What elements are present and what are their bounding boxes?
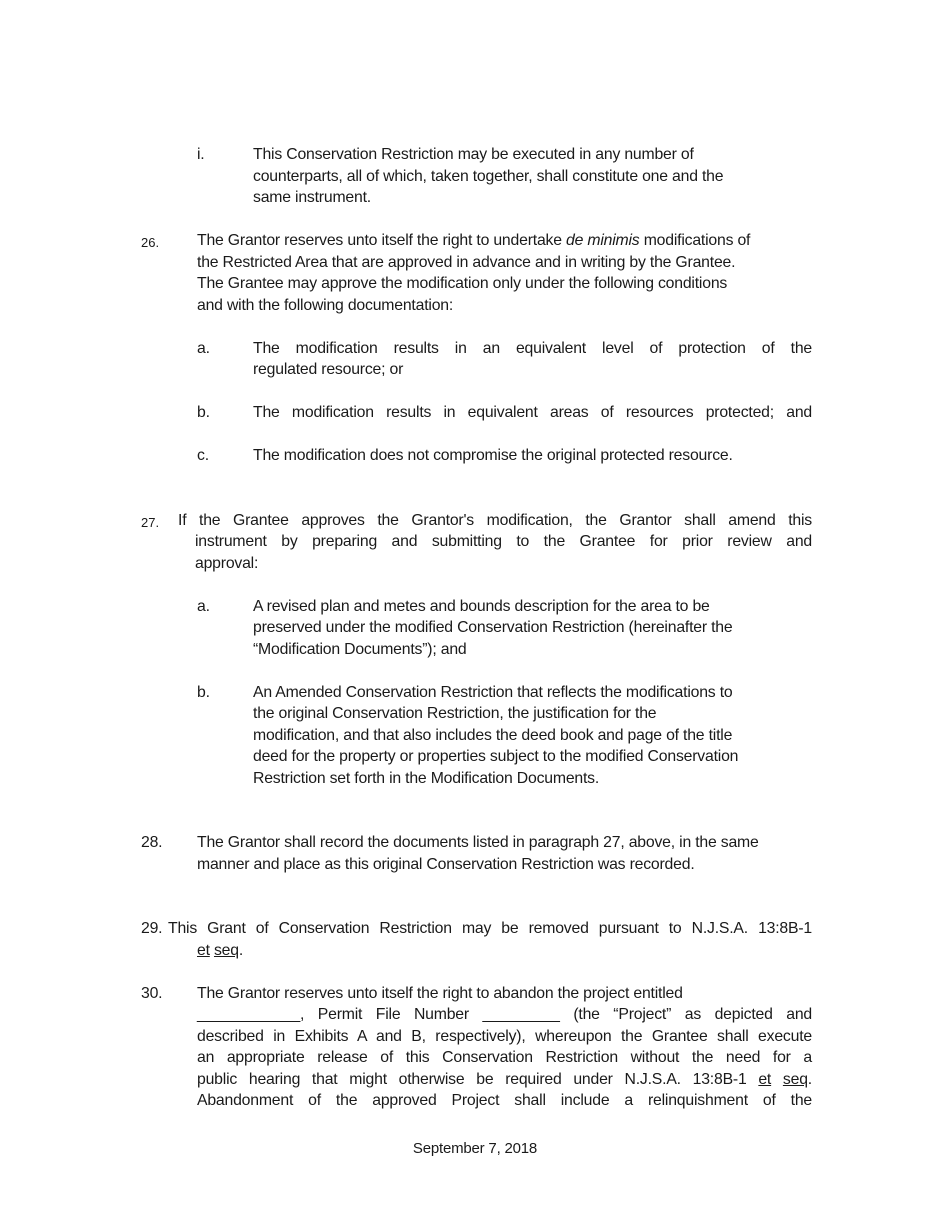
paragraph-27 [141,510,812,575]
text-line [253,703,812,725]
text-segment: same instrument. [253,189,371,206]
paragraph-marker: b. [197,683,210,701]
text-segment: the original Conservation Restriction, the justification for the [253,705,657,722]
text-line [197,1090,812,1112]
text-segment: Abandonment of the approved Project shall include a relinquishment of the [197,1092,812,1109]
text-segment: modification, and that also includes the deed book and page of the title [253,726,733,744]
paragraph-marker: i. [197,146,205,163]
paragraph-marker: 30. [141,984,163,1002]
paragraph-28 [141,832,812,875]
text-segment: an appropriate release of this Conservation Restriction without the need for a [197,1049,812,1066]
text-line [197,983,812,1005]
paragraph-marker: 28. [141,834,163,851]
text-segment: regulated resource; or [253,361,404,378]
text-segment: The modification does not compromise the original protected resource. [253,447,733,464]
text-line [253,617,812,639]
text-line [253,445,812,467]
underlined-text: seq [782,1070,808,1088]
text-line [197,230,812,252]
paragraph-26-a [197,338,812,381]
text-segment: . [807,1070,812,1088]
text-segment [771,1071,783,1088]
italic-text: de minimis [566,232,640,249]
paragraph-marker: 29. [141,920,163,937]
paragraph-marker: a. [197,597,210,615]
paragraph-marker: 27. [141,514,160,530]
text-segment: The Grantee may approve the modification only under the following conditions [197,275,728,292]
footer-date: September 7, 2018 [412,1140,538,1157]
text-segment: The Grantor shall record the documents listed in paragraph 27, above, in the same [197,834,759,851]
text-line [197,273,812,295]
text-segment: If the Grantee approves the Grantor's modification, the Grantor shall amend this [178,511,812,529]
text-line [253,682,812,704]
text-segment: described in Exhibits A and B, respectively), whereupon the Grantee shall execute [197,1027,812,1045]
text-line [168,918,812,940]
text-line [253,402,812,424]
paragraph-26-b [197,402,812,424]
text-line [253,639,812,661]
text-line [253,166,812,188]
text-line [197,1004,812,1026]
text-line [253,144,812,166]
text-segment: The modification results in an equivalent level of protection of the [253,339,812,357]
text-line [197,295,812,317]
text-segment: An Amended Conservation Restriction that reflects the modifications to [253,683,733,701]
text-segment: Restriction set forth in the Modification Documents. [253,769,600,787]
text-segment: deed for the property or properties subject to the modified Conservation [253,748,739,765]
text-segment: The Grantor reserves unto itself the right to undertake [197,232,566,249]
text-segment: preserved under the modified Conservation Restriction (hereinafter the [253,619,733,636]
text-segment: approval: [195,554,259,572]
text-segment: . [238,941,244,959]
paragraph-marker: 26. [141,235,160,250]
text-line [197,252,812,274]
text-line [197,940,812,962]
text-line [195,531,812,553]
text-segment: manner and place as this original Conservation Restriction was recorded. [197,855,695,873]
underlined-text: et [197,941,210,959]
text-line [195,553,812,575]
paragraph-26 [141,230,812,316]
text-segment: “Modification Documents”); and [253,640,467,658]
text-segment: the Restricted Area that are approved in advance and in writing by the Grantee. [197,253,736,271]
paragraph-marker: c. [197,447,209,464]
text-segment: This Grant of Conservation Restriction may be removed pursuant to N.J.S.A. 13:8B-1 [168,920,812,937]
text-line [253,746,812,768]
text-line [197,854,812,876]
underlined-text: et [758,1070,772,1088]
text-line [197,1069,812,1091]
paragraph-marker: b. [197,404,210,421]
text-line [253,359,812,381]
text-line [253,768,812,790]
text-segment: and with the following documentation: [197,296,454,314]
text-segment: counterparts, all of which, taken together, shall constitute one and the [253,167,724,185]
text-line [178,510,812,532]
text-segment: The Grantor reserves unto itself the right to abandon the project entitled [197,984,683,1002]
text-segment: This Conservation Restriction may be executed in any number of [253,146,694,163]
paragraph-27-b [197,682,812,790]
text-line [253,725,812,747]
paragraph-26-c [197,445,812,467]
paragraph-30 [141,983,812,1112]
paragraph-27-a [197,596,812,661]
text-segment: modifications of [639,232,751,249]
paragraph-29 [141,918,812,961]
text-segment: instrument by preparing and submitting to the Grantee for prior review and [195,533,812,550]
text-segment: A revised plan and metes and bounds description for the area to be [253,597,710,615]
paragraph-marker: a. [197,339,210,357]
text-line [253,338,812,360]
text-line [253,187,812,209]
text-segment: public hearing that might otherwise be required under N.J.S.A. 13:8B-1 [197,1070,759,1088]
text-line [197,832,812,854]
text-segment: ____________, Permit File Number _________ (the “Project” as depicted and [197,1006,812,1023]
text-line [197,1026,812,1048]
text-segment: The modification results in equivalent areas of resources protected; and [253,404,812,421]
text-line [253,596,812,618]
text-line [197,1047,812,1069]
underlined-text: seq [213,941,239,959]
paragraph-item-i [197,144,812,209]
